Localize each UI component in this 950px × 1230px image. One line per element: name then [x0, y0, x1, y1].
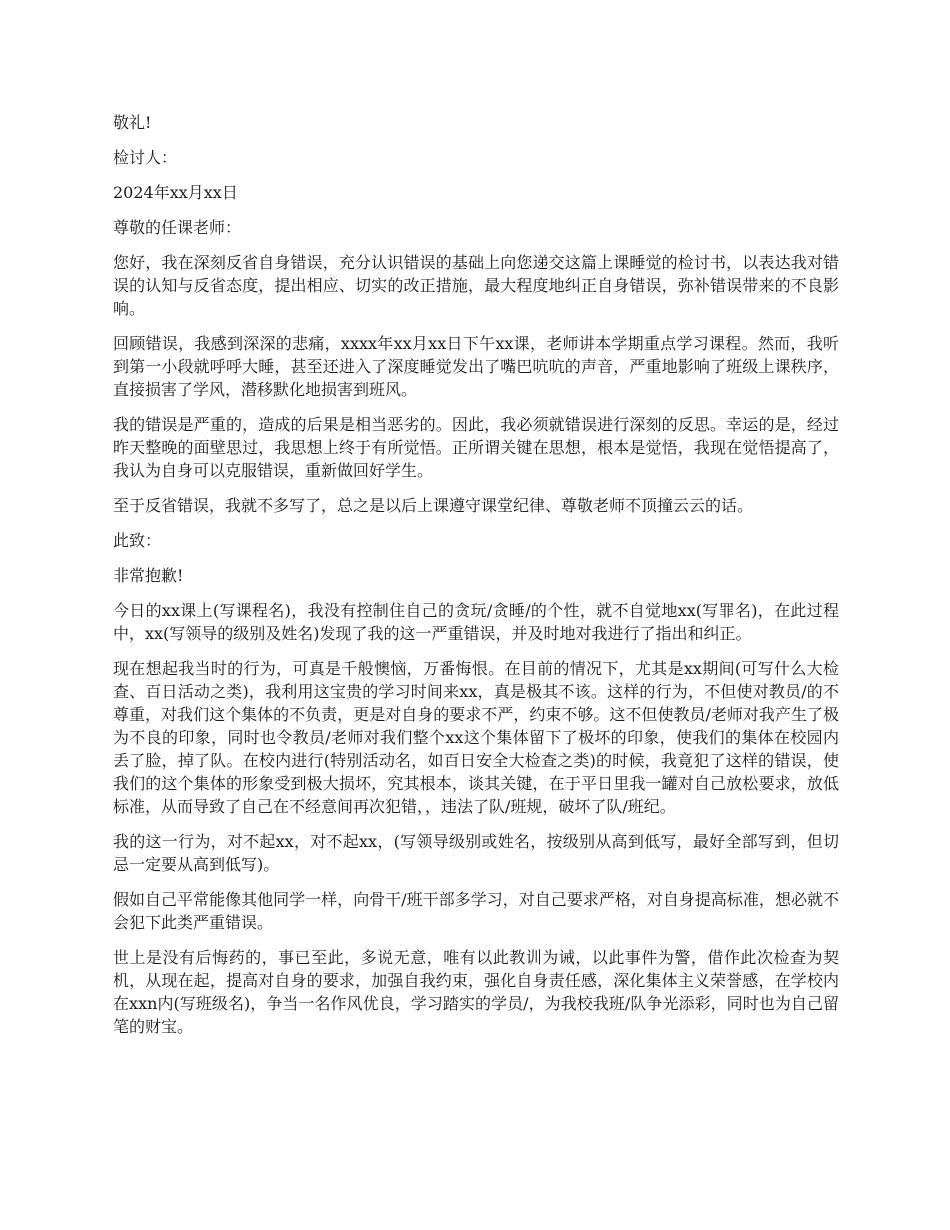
apology-line: 非常抱歉! [113, 566, 184, 585]
salutation-closing: 敬礼! [113, 113, 152, 132]
paragraph-reflection: 我的错误是严重的，造成的后果是相当恶劣的。因此，我必须就错误进行深刻的反思。幸运的是，经过昨天整晚的面壁思过，我思想上终于有所觉悟。正所谓关键在思想，根本是觉悟，我现在觉悟提高了，我认为自身可以克服错误，重新做回好学生。 [113, 415, 839, 480]
closing-line: 此致： [113, 531, 162, 550]
document-body [113, 111, 839, 1050]
paragraph-regret: 现在想起我当时的行为，可真是千般懊恼，万番悔恨。在目前的情况下，尤其是xx期间(可写什么大检查、百日活动之类)，我利用这宝贵的学习时间来xx，真是极其不该。这样的行为，不但使对教员/的不尊重，对我们这个集体的不负责，更是对自身的要求不严，约束不够。这不但使教员/老师对我产生了极为不良的印象，同时也令教员/老师对我们整个xx这个集体留下了极坏的印象，使我们的集体在校园内丢了脸，掉了队。在校内进行(特别活动名，如百日安全大检查之类)的时候，我竟犯了这样的错误，使我们的这个集体的形象受到极大损坏，究其根本，谈其关键，在于平日里我一罐对自己放松要求，放低标准，从而导致了自己在不经意间再次犯错，，违法了队/班规，破坏了队/班纪。 [113, 659, 839, 816]
date-line: 2024年xx月xx日 [113, 183, 238, 202]
paragraph-incident: 今日的xx课上(写课程名)，我没有控制住自己的贪玩/贪睡/的个性，就不自觉地xx(写罪名)，在此过程中，xx(写领导的级别及姓名)发现了我的这一严重错误，并及时地对我进行了指出和纠正。 [113, 601, 839, 643]
paragraph-summary: 至于反省错误，我就不多写了，总之是以后上课遵守课堂纪律、尊敬老师不顶撞云云的话。 [113, 496, 754, 515]
recipient-greeting: 尊敬的任课老师： [113, 218, 242, 237]
paragraph-lesson: 假如自己平常能像其他同学一样，向骨干/班干部多学习，对自己要求严格，对自身提高标准，想必就不会犯下此类严重错误。 [113, 890, 839, 932]
paragraph-intro: 您好，我在深刻反省自身错误，充分认识错误的基础上向您递交这篇上课睡觉的检讨书，以表达我对错误的认知与反省态度，提出相应、切实的改正措施，最大程度地纠正自身错误，弥补错误带来的不良影响。 [113, 253, 839, 318]
paragraph-apology: 我的这一行为，对不起xx，对不起xx，(写领导级别或姓名，按级别从高到低写，最好全部写到，但切忌一定要从高到低写)。 [113, 832, 839, 874]
paragraph-review: 回顾错误，我感到深深的悲痛，xxxx年xx月xx日下午xx课，老师讲本学期重点学习课程。然而，我听到第一小段就呼呼大睡，甚至还进入了深度睡觉发出了嘴巴吭吭的声音，严重地影响了班级上课秩序，直接损害了学风，潜移默化地损害到班风。 [113, 334, 839, 399]
paragraph-resolution: 世上是没有后悔药的，事已至此，多说无意，唯有以此教训为诫，以此事件为警，借作此次检查为契机，从现在起，提高对自身的要求，加强自我约束，强化自身责任感，深化集体主义荣誉感，在学校内在xxn内(写班级名)，争当一名作风优良，学习踏实的学员/，为我校我班/队争光添彩，同时也为自己留笔的财宝。 [113, 948, 839, 1036]
author-signature-label: 检讨人： [113, 148, 178, 167]
